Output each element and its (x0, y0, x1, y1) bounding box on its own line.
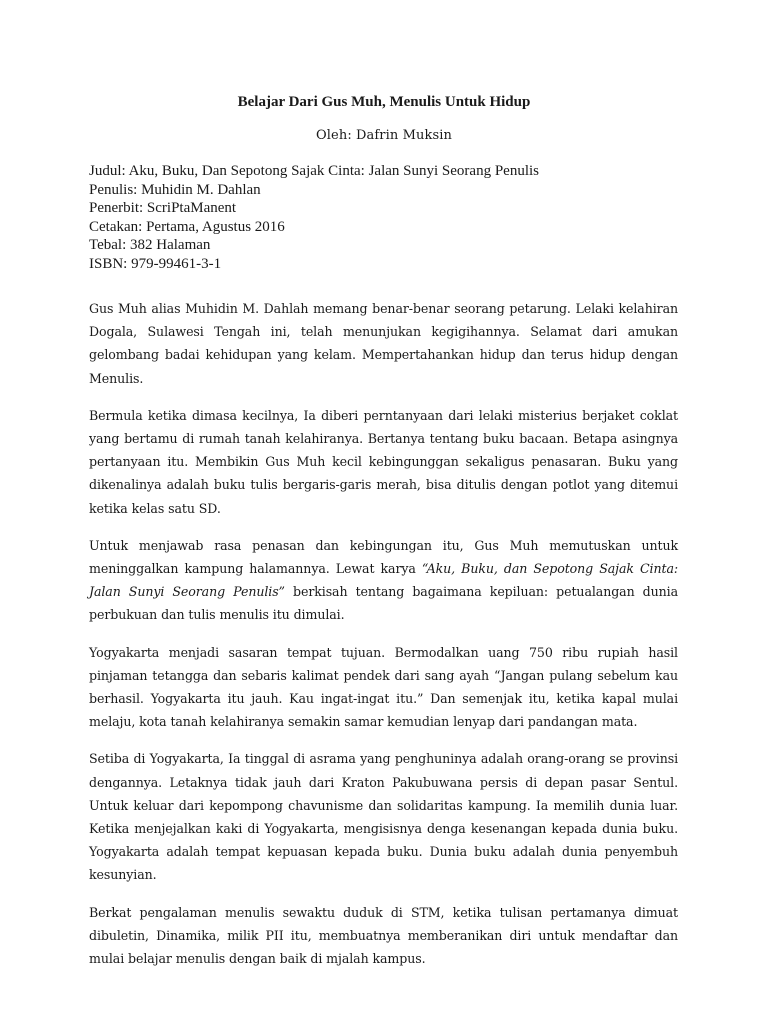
paragraph-4: Yogyakarta menjadi sasaran tempat tujuan. Bermodalkan uang 750 ribu rupiah hasil pinjaman tetangga dan sebaris kalimat pendek dari sang ayah “Jangan pulang sebelum kau berhasil. Yogyakarta itu jauh. Kau ingat-ingat itu.” Dan semenjak itu, ketika kapal mulai melaju, kota tanah kelahiranya semakin samar kemudian lenyap dari pandangan mata. (89, 644, 678, 730)
book-info-author: Penulis: Muhidin M. Dahlan (89, 181, 261, 198)
paragraph-2: Bermula ketika dimasa kecilnya, Ia diberi perntanyaan dari lelaki misterius berjaket coklat yang bertamu di rumah tanah kelahiranya. Bertanya tentang buku bacaan. Betapa asingnya pertanyaan itu. Membikin Gus Muh kecil kebingunggan sekaligus penasaran. Buku yang dikenalinya adalah buku tulis bergaris-garis merah, bisa ditulis dengan potlot yang ditemui ketika kelas satu SD. (89, 407, 678, 516)
paragraph-3-text-after: berkisah tentang bagaimana kepiluan: petualangan dunia perbukuan dan tulis menulis itu dimulai. (89, 584, 678, 623)
paragraph-6: Berkat pengalaman menulis sewaktu duduk di STM, ketika tulisan pertamanya dimuat dibuletin, Dinamika, milik PII itu, membuatnya memberanikan diri untuk mendaftar dan mulai belajar menulis dengan baik di mjalah kampus. (89, 904, 678, 967)
paragraph-3 (89, 534, 678, 627)
book-info-edition: Cetakan: Pertama, Agustus 2016 (89, 218, 285, 235)
paragraph-5: Setiba di Yogyakarta, Ia tinggal di asrama yang penghuninya adalah orang-orang se provinsi dengannya. Letaknya tidak jauh dari Kraton Pakubuwana persis di depan pasar Sentul. Untuk keluar dari kepompong chavunisme dan solidaritas kampung. Ia memilih dunia luar. Ketika menjejalkan kaki di Yogyakarta, mengisisnya denga kesenangan kepada dunia buku. Yogyakarta adalah tempat kepuasan kepada buku. Dunia buku adalah dunia penyembuh kesunyian. (89, 751, 678, 883)
document-title: Belajar Dari Gus Muh, Menulis Untuk Hidup (237, 94, 531, 110)
author-line: Oleh: Dafrin Muksin (316, 128, 452, 143)
paragraph-1: Gus Muh alias Muhidin M. Dahlah memang benar-benar seorang petarung. Lelaki kelahiran Dogala, Sulawesi Tengah ini, telah menunjukan kegigihannya. Selamat dari amukan gelombang badai kehidupan yang kelam. Mempertahankan hidup dan terus hidup dengan Menulis. (89, 301, 678, 386)
book-title-italic: “Aku, Buku, dan Sepotong Sajak Cinta: Jalan Sunyi Seorang Penulis” (89, 561, 678, 600)
book-info-publisher: Penerbit: ScriPtaManent (89, 200, 237, 217)
paragraph-3-text-before: Untuk menjawab rasa penasan dan kebingungan itu, Gus Muh memutuskan untuk meninggalkan kampung halamannya. Lewat karya (89, 537, 678, 577)
book-info-pages: Tebal: 382 Halaman (89, 237, 211, 254)
book-info-isbn: ISBN: 979-99461-3-1 (89, 255, 222, 272)
article-body (89, 297, 678, 984)
book-info (89, 162, 689, 274)
book-info-title: Judul: Aku, Buku, Dan Sepotong Sajak Cinta: Jalan Sunyi Seorang Penulis (89, 163, 539, 179)
